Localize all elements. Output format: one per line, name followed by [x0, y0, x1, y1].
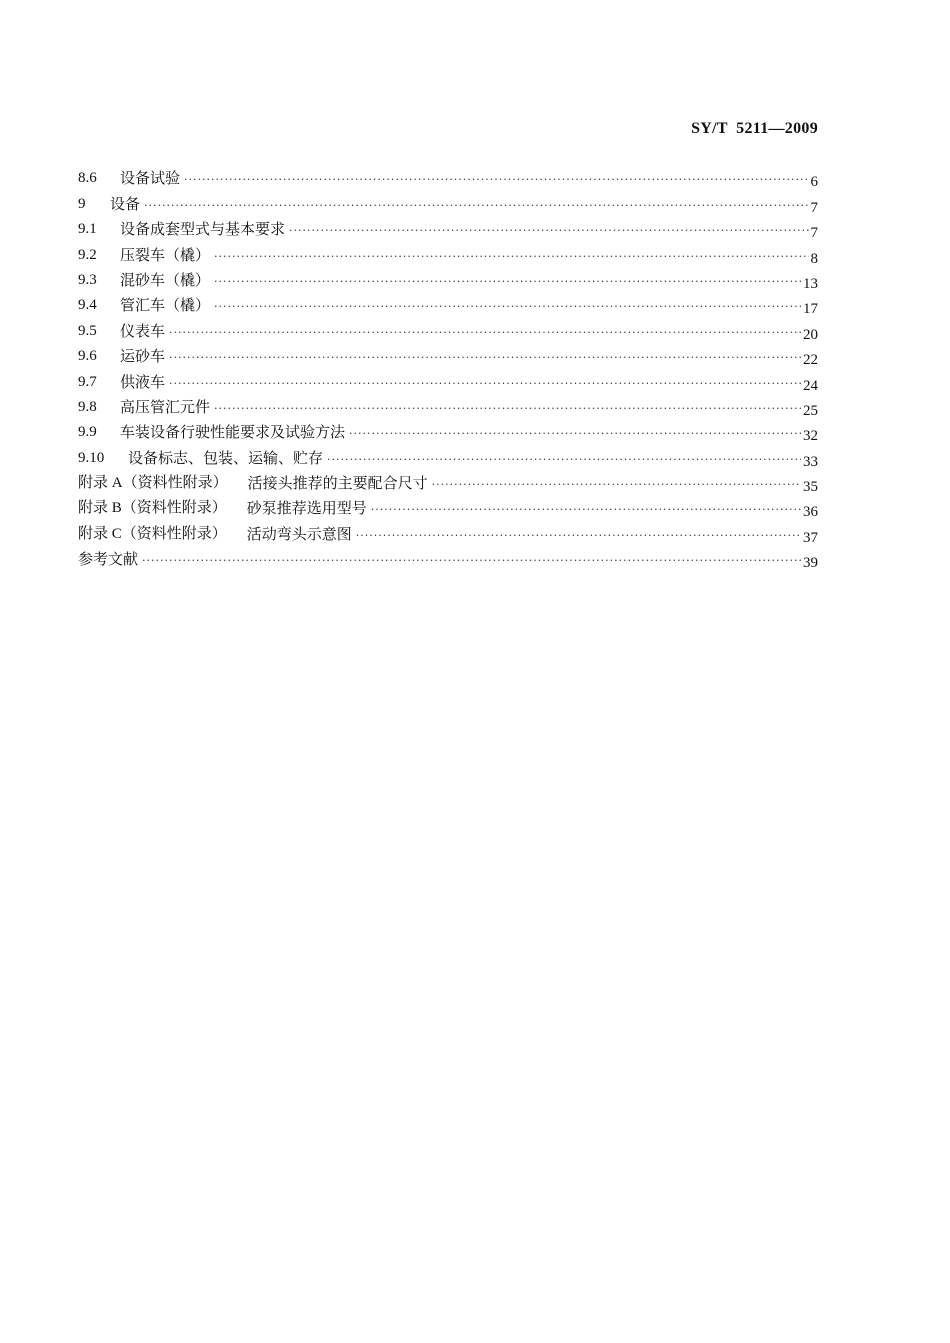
toc-entry-page: 32 [803, 428, 818, 445]
toc-entry-number: 9.6 [78, 348, 97, 365]
toc-entry-title: 砂泵推荐选用型号 [246, 499, 367, 518]
toc-dot-leader [432, 476, 801, 494]
toc-entry-title: 活接头推荐的主要配合尺寸 [247, 474, 428, 493]
toc-entry-9[interactable] [78, 187, 818, 216]
toc-dot-leader [142, 552, 801, 570]
toc-entry-appendix-a[interactable] [78, 467, 818, 496]
toc-entry-number: 9.7 [78, 373, 97, 390]
toc-entry-number: 附录 A（资料性附录） [78, 475, 228, 492]
toc-entry-page: 8 [810, 250, 818, 267]
toc-entry-title: 供液车 [120, 372, 166, 391]
toc-entry-title: 管汇车（橇） [120, 296, 211, 315]
toc-entry-references[interactable] [78, 543, 818, 572]
toc-dot-leader [214, 248, 808, 266]
toc-entry-9-8[interactable] [78, 391, 818, 419]
toc-entry-title: 设备成套型式与基本要求 [120, 220, 286, 239]
toc-entry-title: 仪表车 [120, 321, 166, 340]
toc-entry-number: 9.3 [78, 271, 97, 288]
toc-entry-9-4[interactable] [78, 289, 818, 318]
toc-dot-leader [327, 451, 801, 469]
toc-entry-page: 24 [803, 377, 818, 394]
toc-entry-page: 39 [803, 555, 818, 572]
standard-code-header: SY/T 5211—2009 [691, 120, 818, 137]
toc-entry-9-2[interactable] [78, 238, 818, 267]
toc-dot-leader [214, 400, 801, 418]
toc-entry-page: 37 [803, 529, 818, 546]
toc-entry-page: 17 [803, 301, 818, 318]
toc-entry-number: 9.4 [78, 297, 97, 314]
toc-dot-leader [356, 527, 801, 545]
toc-entry-9-7[interactable] [78, 365, 818, 394]
toc-entry-number: 9.5 [78, 322, 97, 339]
toc-entry-title: 设备标志、包装、运输、贮存 [128, 448, 324, 467]
toc-dot-leader [289, 222, 808, 240]
toc-entry-page: 22 [803, 352, 818, 369]
toc-entry-number: 9.2 [78, 246, 97, 263]
toc-entry-page: 6 [810, 174, 818, 191]
toc-dot-leader [169, 375, 801, 393]
toc-entry-page: 35 [803, 479, 818, 496]
toc-entry-8-6[interactable] [78, 162, 818, 191]
toc-entry-title: 压裂车（橇） [120, 245, 211, 264]
toc-entry-title: 活动弯头示意图 [246, 524, 352, 543]
toc-entry-number: 9.9 [78, 424, 97, 441]
toc-entry-number: 附录 B（资料性附录） [78, 500, 227, 517]
toc-entry-number: 附录 C（资料性附录） [78, 525, 227, 542]
toc-dot-leader [214, 298, 801, 316]
toc-entry-9-10[interactable] [78, 441, 818, 470]
toc-entry-appendix-b[interactable] [78, 492, 818, 521]
toc-entry-page: 33 [803, 453, 818, 470]
table-of-contents [78, 162, 818, 572]
toc-entry-9-6[interactable] [78, 340, 818, 369]
toc-dot-leader [371, 501, 801, 519]
toc-entry-number: 9.8 [78, 398, 97, 415]
toc-entry-title: 运砂车 [120, 347, 166, 366]
toc-entry-9-3[interactable] [78, 264, 818, 292]
toc-dot-leader [144, 197, 808, 215]
toc-entry-title: 参考文献 [78, 550, 139, 569]
toc-entry-9-9[interactable] [78, 416, 818, 445]
toc-entry-9-1[interactable] [78, 213, 818, 242]
toc-entry-number: 8.6 [78, 170, 97, 187]
toc-dot-leader [214, 273, 801, 291]
toc-dot-leader [349, 425, 801, 443]
toc-dot-leader [169, 349, 801, 367]
toc-entry-number: 9.10 [78, 449, 105, 466]
toc-entry-page: 13 [803, 275, 818, 292]
toc-dot-leader [169, 324, 801, 342]
toc-entry-page: 20 [803, 326, 818, 343]
toc-entry-page: 25 [803, 402, 818, 419]
toc-entry-appendix-c[interactable] [78, 517, 818, 546]
toc-entry-page: 36 [803, 504, 818, 521]
toc-entry-title: 混砂车（橇） [120, 270, 211, 289]
toc-entry-title: 高压管汇元件 [120, 397, 211, 416]
toc-entry-title: 车装设备行驶性能要求及试验方法 [120, 423, 346, 442]
toc-entry-number: 9 [78, 195, 86, 212]
toc-entry-number: 9.1 [78, 221, 97, 238]
toc-entry-page: 7 [810, 225, 818, 242]
toc-entry-9-5[interactable] [78, 314, 818, 343]
toc-entry-title: 设备试验 [120, 169, 181, 188]
toc-dot-leader [184, 171, 808, 189]
toc-entry-page: 7 [810, 199, 818, 216]
toc-entry-title: 设备 [110, 194, 141, 213]
